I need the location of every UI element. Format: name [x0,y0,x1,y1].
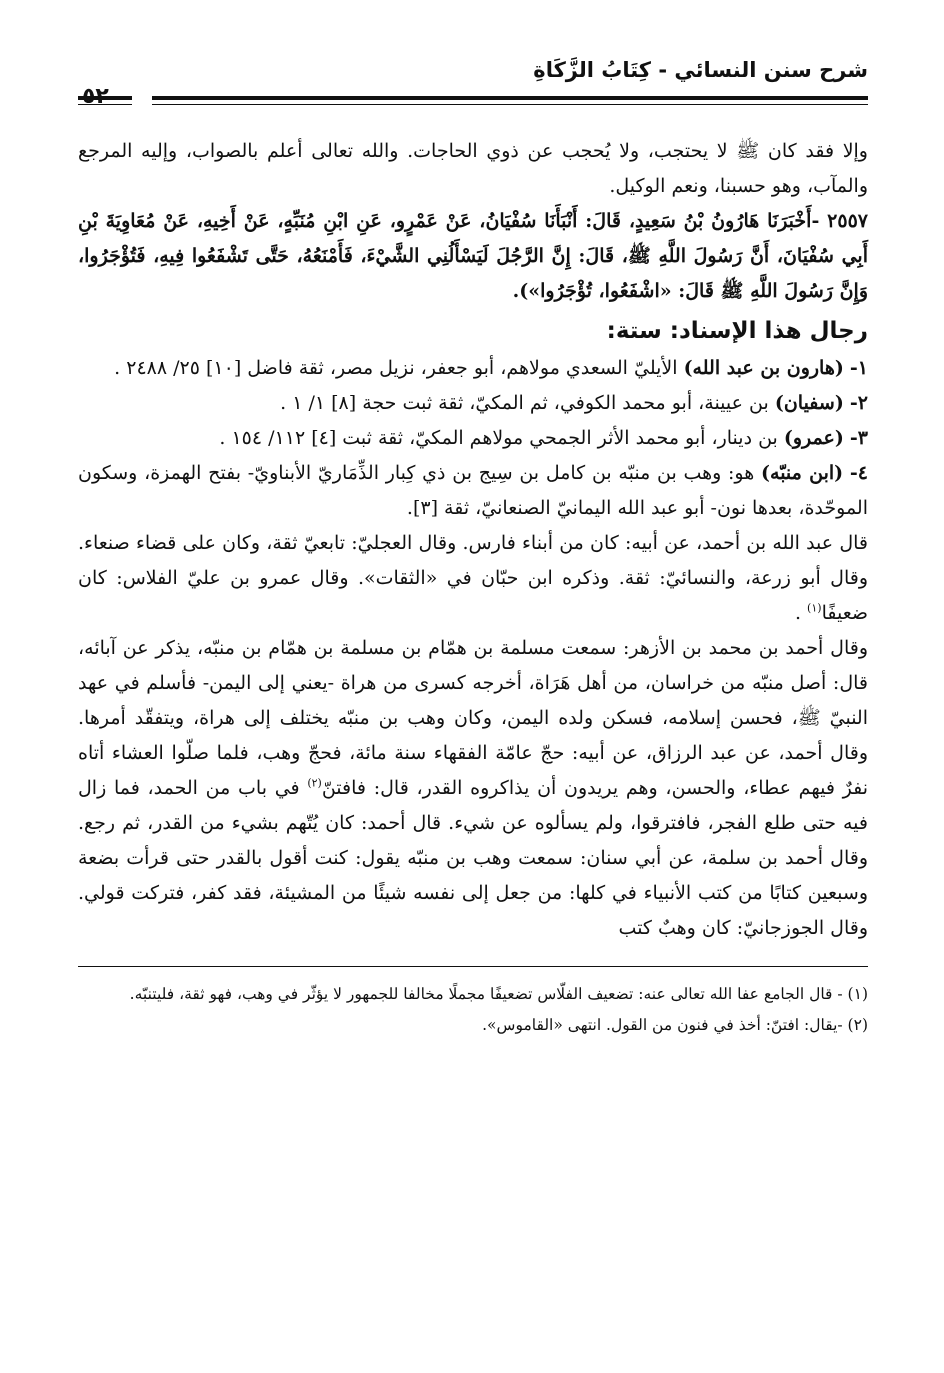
narrator-3-number: ٣- [849,427,868,449]
footnote-2: (٢) -يقال: افتنّ: أخذ في فنون من القول. انتهى «القاموس». [482,1016,868,1034]
footnote-ref-1[interactable]: (١) [807,601,822,615]
footnote-divider [78,966,868,967]
narrator-entry-2 [78,386,868,421]
narrator-3-name: (عمرو) [783,427,844,449]
azhar-text-b: في باب من الحمد، فما زال فيه حتى طلع الفجر، فافترقوا، ولم يسألوه عن شيء. قال أحمد: كان يُتّهم بشيء من القدر، ثم رجع. وقال أحمد بن سلمة، عن أبي سنان: سمعت وهب بن منبّه يقول: كنت أقول بالقدر حتى قرأت بضعة وسبعين كتابًا من كتب الأنبياء في كلها: من جعل إلى نفسه شيئًا من المشيئة، فقد كفر، فتركت قولي. وقال الجوزجانيّ: كان وهبٌ كتب [78,777,868,939]
azhar-text-a: وقال أحمد بن محمد بن الأزهر: سمعت مسلمة بن همّام بن مسلمة بن همّام بن منبّه، يذكر عن آبائه، قال: أصل منبّه من خراسان، من أهل هَرَاة، أخرجه كسرى من هراة -يعني إلى اليمن- فأسلم في عهد النبيّ ﷺ، فحسن إسلامه، فسكن ولده اليمن، وكان وهب بن منبّه يختلف إلى هراة، ويتفقّد أمرها. وقال أحمد، عن عبد الرزاق، عن أبيه: حجّ عامّة الفقهاء سنة مائة، فحجّ وهب، فلما صلّوا العشاء أتاه نفرٌ فيهم عطاء، والحسن، وهم يريدون أن يذاكروه القدر، قال: فافتنّ [78,637,868,799]
section-heading: رجال هذا الإسناد: ستة: [606,318,868,344]
narrator-1-number: ١- [849,357,868,379]
closing-paragraph: وإلا فقد كان ﷺ لا يحتجب، ولا يُحجب عن ذوي الحاجات. والله تعالى أعلم بالصواب، وإليه المرجع والمآب، وهو حسبنا، ونعم الوكيل. [78,140,868,197]
ijli-text-end: . [794,602,808,624]
main-text [78,134,868,946]
header-rule-left-thin [78,104,132,105]
narrator-4-number: ٤- [849,462,868,484]
narrator-2-name: (سفيان) [774,392,844,414]
book-page [78,58,868,1041]
narrator-2-text: بن عيينة، أبو محمد الكوفي، ثم المكيّ، ثقة ثبت حجة [٨] ١/ ١ . [280,392,769,414]
running-header [78,58,868,110]
narrator-2-number: ٢- [849,392,868,414]
narrator-4-text: هو: وهب بن منبّه بن كامل بن سِيج بن ذي كِبار الذِّمَاريّ الأبناويّ- بفتح الهمزة، وسكون الموحّدة، بعدها نون- أبو عبد الله اليمانيّ الصنعانيّ، ثقة [٣]. [78,462,868,519]
narrator-1-text: الأيليّ السعدي مولاهم، أبو جعفر، نزيل مصر، ثقة فاضل [١٠] ٢٥/ ٢٤٨٨ . [114,357,678,379]
narrator-entry-1 [78,351,868,386]
header-rule-left-thick [78,96,132,100]
ijli-paragraph [78,526,868,631]
narrator-1-name: (هارون بن عبد الله) [683,357,844,379]
footnote-ref-2[interactable]: (٢) [307,776,322,790]
header-title: شرح سنن النسائي - كِتَابُ الزَّكَاةِ [533,58,868,82]
footnotes [78,979,868,1041]
header-rule-thick [152,96,868,100]
narrator-4-name: (ابن منبّه) [761,462,844,484]
footnote-1: (١) - قال الجامع عفا الله تعالى عنه: تضعيف الفلّاس تضعيفًا مجملًا مخالفا للجمهور لا يؤثّر في وهب، فهو ثقة، فليتنبّه. [129,985,868,1003]
header-rule-thin [152,104,868,105]
narrator-entry-4 [78,456,868,526]
narrator-entry-3 [78,421,868,456]
azhar-paragraph [78,631,868,946]
narrator-3-text: بن دينار، أبو محمد الأثر الجمحي مولاهم المكيّ، ثقة ثبت [٤] ١١٢/ ١٥٤ . [219,427,778,449]
hadith-text: ٢٥٥٧ -أَخْبَرَنَا هَارُونُ بْنُ سَعِيدٍ، قَالَ: أَنْبَأَنَا سُفْيَانُ، عَنْ عَمْرٍو، عَنِ ابْنِ مُنَبِّهٍ، عَنْ أَخِيهِ، عَنْ مُعَاوِيَةَ بْنِ أَبِي سُفْيَانَ، أَنَّ رَسُولَ اللَّهِ ﷺ، قَالَ: إِنَّ الرَّجُلَ لَيَسْأَلُنِي الشَّيْءَ، فَأَمْنَعُهُ، حَتَّى تَشْفَعُوا فِيهِ، فَتُؤْجَرُوا، وَإِنَّ رَسُولَ اللَّهِ ﷺ قَالَ: «اشْفَعُوا، تُؤْجَرُوا»). [78,210,868,302]
ijli-text: قال عبد الله بن أحمد، عن أبيه: كان من أبناء فارس. وقال العجليّ: تابعيّ ثقة، وكان على قضاء صنعاء. وقال أبو زرعة، والنسائيّ: ثقة. وذكره ابن حبّان في «الثقات». وقال عمرو بن عليّ الفلاس: كان ضعيفًا [78,532,868,624]
